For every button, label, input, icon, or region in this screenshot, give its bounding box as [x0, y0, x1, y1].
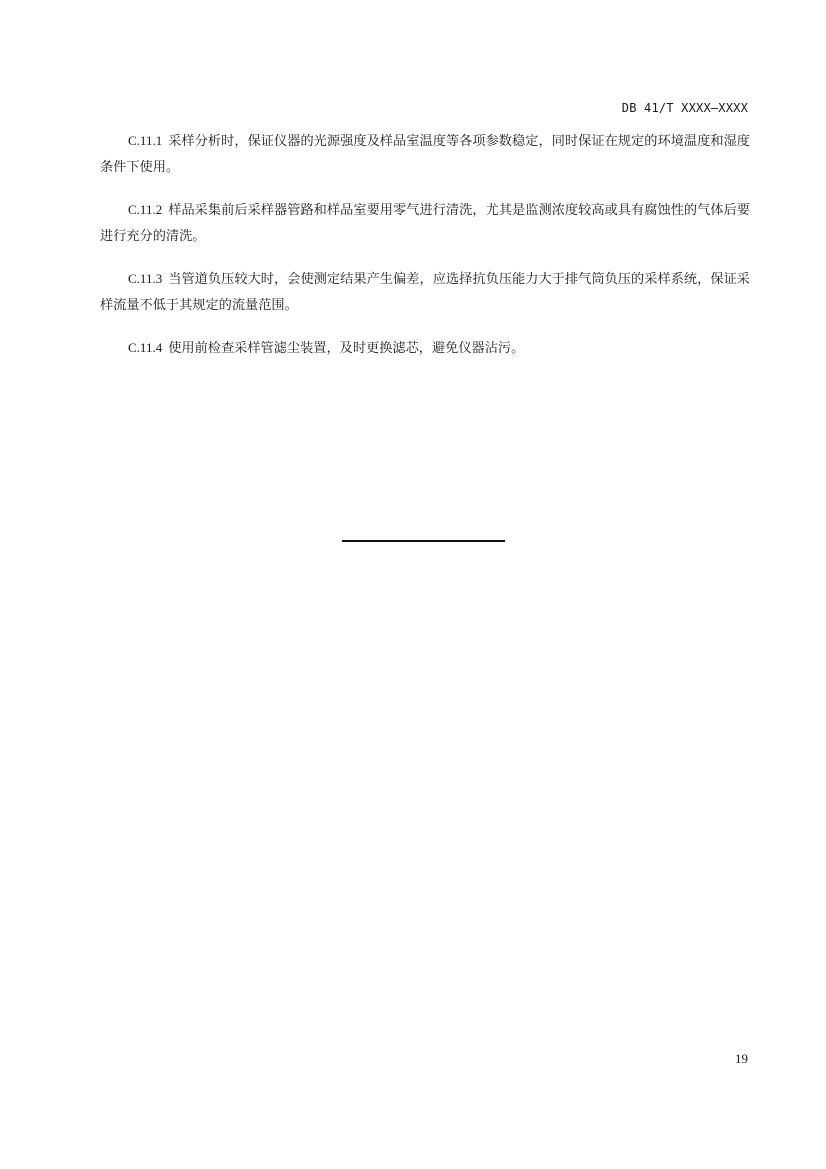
- clause-number: C.11.2: [128, 202, 163, 217]
- document-code: DB 41/T XXXX—XXXX: [621, 101, 748, 115]
- clause-text: 当管道负压较大时，会使测定结果产生偏差，应选择抗负压能力大于排气筒负压的采样系统，保证采样流量不低于其规定的流量范围。: [100, 272, 750, 313]
- clause-number: C.11.3: [128, 271, 163, 286]
- clause-c-11-1: [100, 128, 750, 181]
- clause-number: C.11.1: [128, 133, 163, 148]
- clause-c-11-3: [100, 266, 750, 319]
- document-body: [100, 128, 750, 378]
- clause-c-11-4: [100, 335, 750, 362]
- clause-text: 样品采集前后采样器管路和样品室要用零气进行清洗，尤其是监测浓度较高或具有腐蚀性的气体后要进行充分的清洗。: [100, 203, 750, 244]
- page-number: 19: [735, 1051, 748, 1066]
- clause-number: C.11.4: [128, 340, 163, 355]
- end-of-document-rule: [342, 540, 505, 542]
- clause-text: 使用前检查采样管滤尘装置，及时更换滤芯，避免仪器沾污。: [168, 341, 525, 356]
- clause-c-11-2: [100, 197, 750, 250]
- clause-text: 采样分析时，保证仪器的光源强度及样品室温度等各项参数稳定，同时保证在规定的环境温度和湿度条件下使用。: [100, 134, 750, 175]
